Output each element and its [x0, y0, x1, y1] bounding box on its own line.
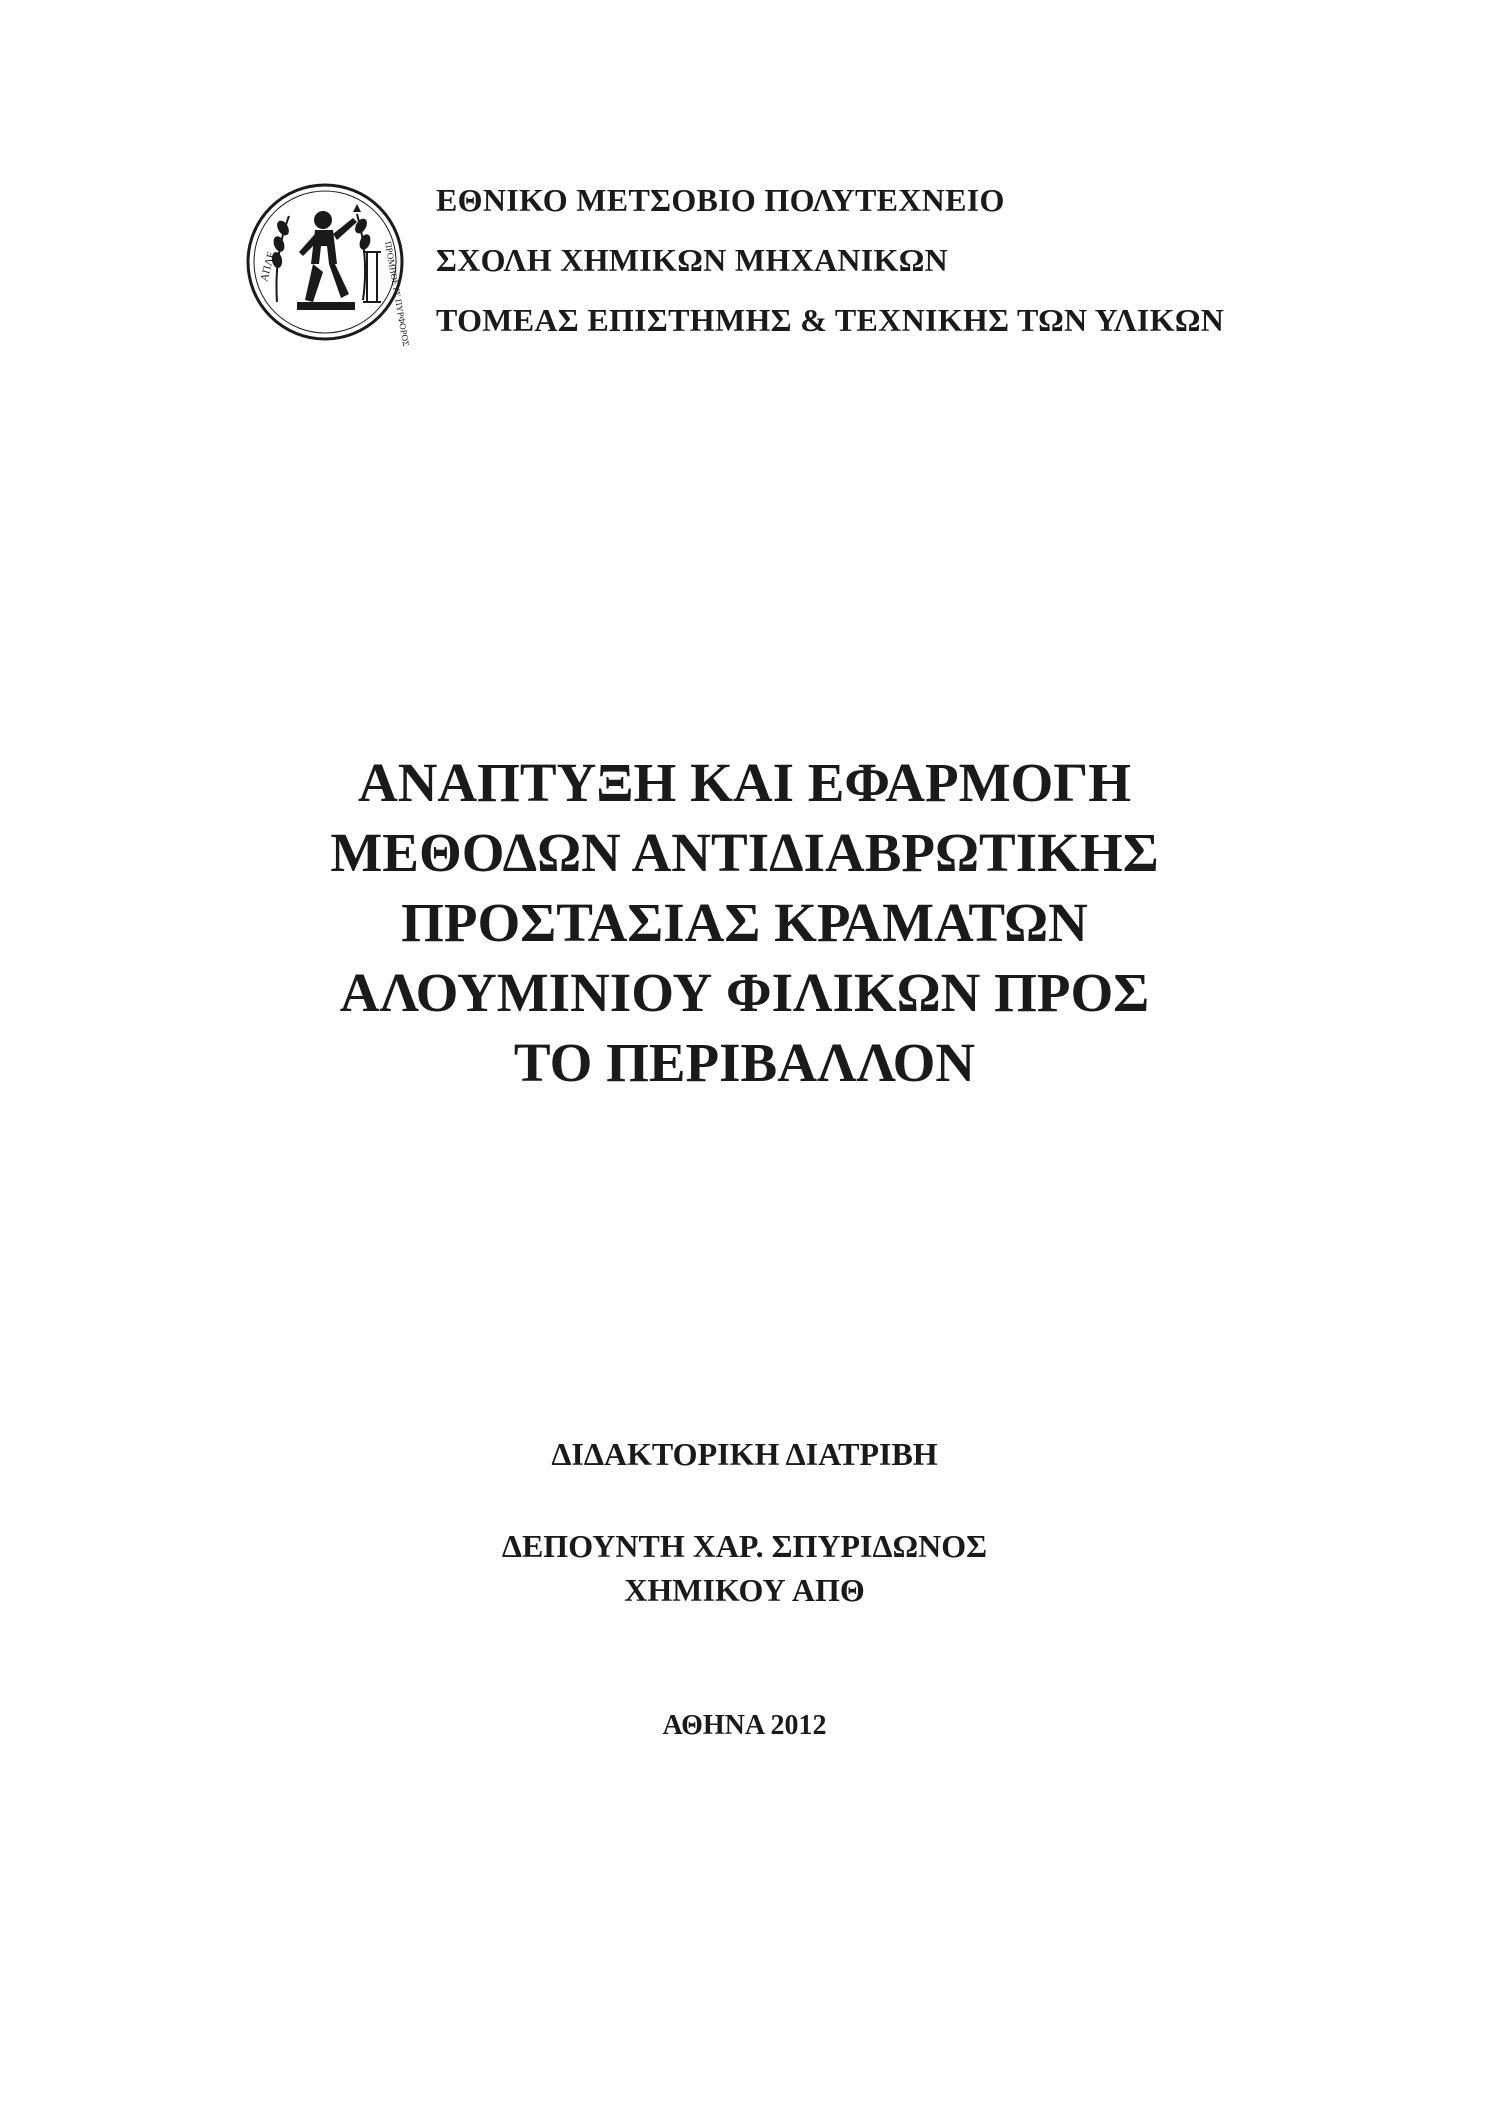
title-line: ΜΕΘΟΔΩΝ ΑΝΤΙΔΙΑΒΡΩΤΙΚΗΣ: [330, 822, 1159, 883]
seal-text-left: ΑΠΛΕ: [258, 250, 278, 283]
place-date: ΑΘΗΝΑ 2012: [662, 1710, 827, 1741]
institution-header: [245, 170, 1345, 350]
title-line: ΠΡΟΣΤΑΣΙΑΣ ΚΡΑΜΑΤΩΝ: [401, 892, 1088, 953]
institution-lines: [436, 170, 1336, 350]
title-line: ΑΛΟΥΜΙΝΙΟΥ ΦΙΛΙΚΩΝ ΠΡΟΣ: [339, 962, 1150, 1023]
university-name: ΕΘΝΙΚΟ ΜΕΤΣΟΒΙΟ ΠΟΛΥΤΕΧΝΕΙΟ: [436, 182, 1005, 218]
thesis-title: [0, 748, 1489, 1098]
title-line: ΑΝΑΠΤΥΞΗ ΚΑΙ ΕΦΑΡΜΟΓΗ: [357, 752, 1132, 813]
document-type: ΔΙΔΑΚΤΟΡΙΚΗ ΔΙΑΤΡΙΒΗ: [551, 1436, 938, 1472]
author-name: ΔΕΠΟΥΝΤΗ ΧΑΡ. ΣΠΥΡΙΔΩΝΟΣ: [501, 1528, 988, 1564]
author-title: ΧΗΜΙΚΟΥ ΑΠΘ: [624, 1572, 865, 1608]
title-line: ΤΟ ΠΕΡΙΒΑΛΛΟΝ: [513, 1032, 976, 1093]
department-name: ΤΟΜΕΑΣ ΕΠΙΣΤΗΜΗΣ & ΤΕΧΝΙΚΗΣ ΤΩΝ ΥΛΙΚΩΝ: [436, 302, 1225, 338]
university-seal-icon: [245, 182, 412, 348]
author-block: [0, 1524, 1489, 1612]
school-name: ΣΧΟΛΗ ΧΗΜΙΚΩΝ ΜΗΧΑΝΙΚΩΝ: [436, 242, 949, 278]
seal-text-right: ΠΡΟΜΗΘΕΥΣ ΠΥΡΦΟΡΟΣ: [383, 240, 412, 348]
